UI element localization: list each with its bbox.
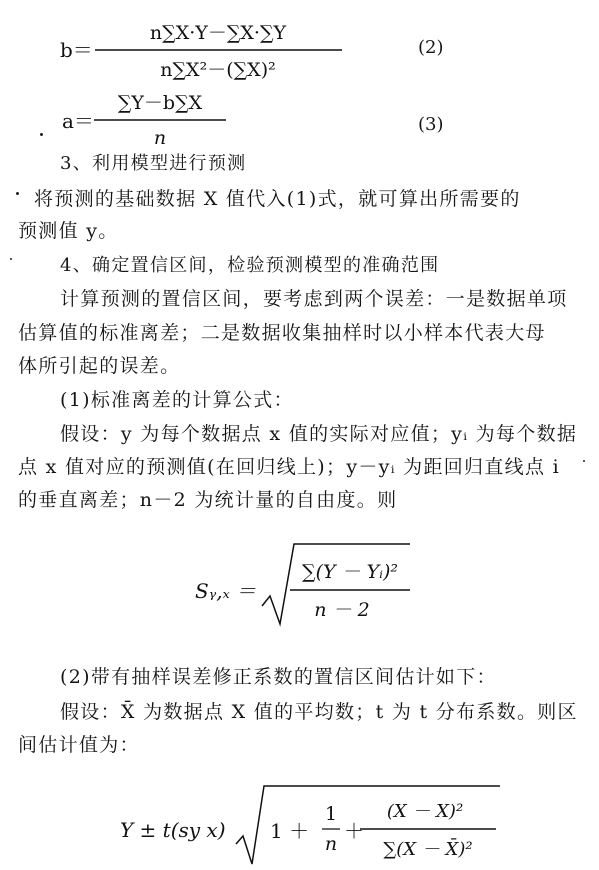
equation-number-3: (3) bbox=[418, 114, 444, 135]
section-4-line-1: 计算预测的置信区间，要考虑到两个误差：一是数据单项 bbox=[60, 288, 568, 310]
formula-a bbox=[0, 86, 599, 152]
formula-ci-plus: ＋ bbox=[344, 819, 364, 843]
formula-confidence-interval bbox=[0, 780, 599, 870]
formula-s-denominator: n － 2 bbox=[314, 599, 370, 621]
formula-ci-frac1-denominator: n bbox=[324, 833, 338, 855]
formula-ci-frac1-numerator: 1 bbox=[324, 803, 338, 825]
formula-b-denominator: n∑X²－(∑X)² bbox=[160, 59, 276, 81]
formula-s-numerator: ∑(Y － Yᵢ)² bbox=[302, 561, 398, 583]
scan-speck bbox=[40, 133, 43, 136]
section-4-line-3: 体所引起的误差。 bbox=[18, 355, 181, 377]
subsection-2-line-2: 间估计值为： bbox=[18, 734, 140, 756]
formula-a-numerator: ∑Y－b∑X bbox=[117, 92, 203, 114]
formula-ci-frac2-numerator: (X － X)² bbox=[386, 801, 464, 822]
formula-a-denominator: n bbox=[153, 127, 167, 149]
subsection-1-line-3: 的垂直离差；n－2 为统计量的自由度。则 bbox=[18, 489, 398, 511]
formula-a-lhs: a＝ bbox=[62, 109, 94, 133]
scan-speck bbox=[16, 192, 19, 195]
scan-speck bbox=[10, 258, 12, 260]
formula-b-lhs: b＝ bbox=[60, 38, 93, 62]
formula-s-lhs: Sᵧ,ₓ ＝ bbox=[195, 579, 257, 603]
subsection-1-heading: (1)标准离差的计算公式： bbox=[60, 389, 294, 411]
subsection-1-line-1: 假设：y 为每个数据点 x 值的实际对应值；yᵢ 为每个数据 bbox=[60, 423, 578, 445]
formula-s bbox=[0, 538, 599, 628]
section-3-heading: 3、利用模型进行预测 bbox=[60, 153, 247, 174]
formula-b-numerator: n∑X·Y－∑X·∑Y bbox=[149, 22, 287, 44]
formula-ci-one: 1 ＋ bbox=[270, 819, 310, 843]
section-4-heading: 4、确定置信区间，检验预测模型的准确范围 bbox=[60, 255, 440, 276]
equation-number-2: (2) bbox=[418, 37, 444, 58]
section-3-line-2: 预测值 y。 bbox=[18, 220, 119, 242]
subsection-2-heading: (2)带有抽样误差修正系数的置信区间估计如下： bbox=[60, 666, 497, 688]
subsection-2-line-1: 假设：X̄ 为数据点 X 值的平均数；t 为 t 分布系数。则区 bbox=[60, 701, 578, 723]
section-4-line-2: 估算值的标准离差；二是数据收集抽样时以小样本代表大母 bbox=[18, 322, 546, 344]
subsection-1-line-2: 点 x 值对应的预测值(在回归线上)；y－yᵢ 为距回归直线点 i bbox=[18, 456, 560, 478]
scan-speck bbox=[583, 460, 585, 462]
formula-b bbox=[0, 10, 599, 85]
formula-ci-lhs: Y ± t(sy x) bbox=[120, 818, 226, 842]
section-3-line-1: 将预测的基础数据 X 值代入(1)式，就可算出所需要的 bbox=[34, 188, 521, 210]
formula-ci-frac2-denominator: ∑(X － X̄)² bbox=[383, 839, 473, 860]
